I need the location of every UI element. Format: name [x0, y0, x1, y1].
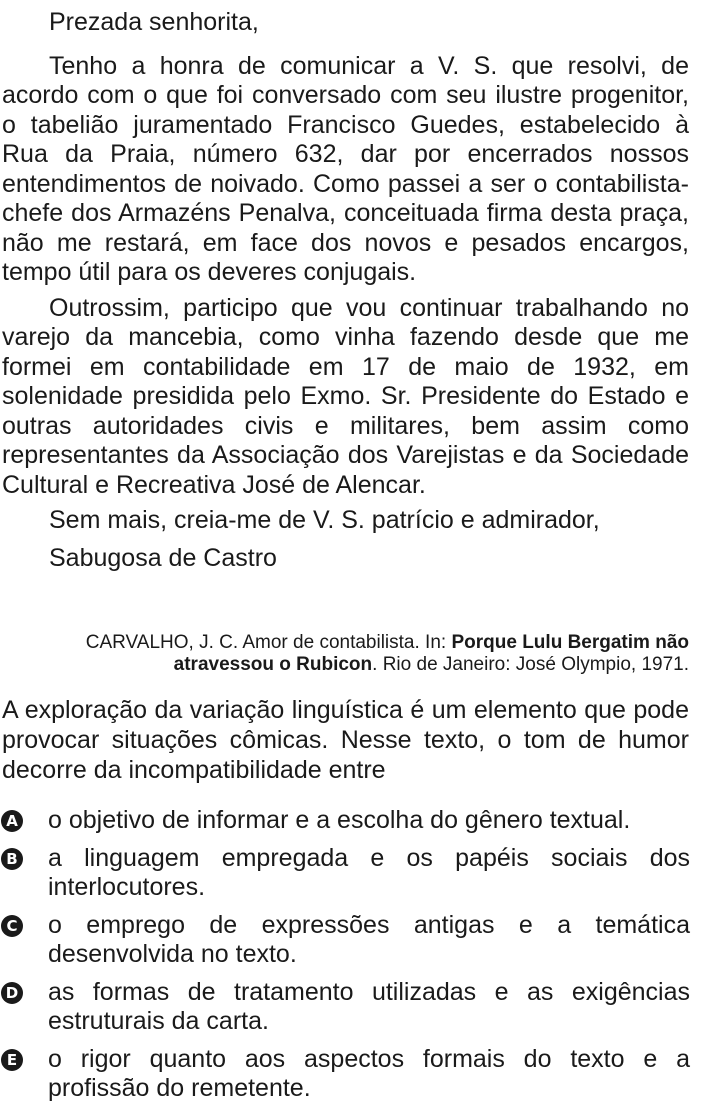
letter-paragraph-1: Tenho a honra de comunicar a V. S. que resolvi, de acordo com o que foi conversado com seu ilustre progenitor, o tabelião juramentado Francisco Guedes, estabelecido à Rua da Praia, número 632, dar por encerrados nossos entendimentos de noivado. Como passei a ser o contabilista-chefe dos Armazéns Penalva, conceituada firma desta praça, não me restará, em face dos novos e pesados encargos, tempo útil para os deveres conjugais.: [2, 51, 689, 286]
citation-book-title: Porque Lulu Bergatim não atravessou o Rubicon: [173, 632, 689, 675]
answer-options: [0, 806, 690, 1112]
citation-prefix: CARVALHO, J. C. Amor de contabilista. In:: [85, 632, 452, 653]
option-c-text: o emprego de expressões antigas e a temática desenvolvida no texto.: [48, 910, 690, 968]
source-citation: [20, 632, 689, 676]
letter-closing: Sem mais, creia-me de V. S. patrício e admirador,: [49, 506, 600, 534]
option-e[interactable]: [0, 1045, 690, 1104]
letter-text: [2, 8, 689, 581]
option-e-badge-icon: E: [1, 1049, 23, 1071]
option-d-badge-icon: D: [1, 982, 23, 1004]
option-d[interactable]: [0, 978, 690, 1037]
option-a[interactable]: [0, 806, 690, 836]
option-b-text: a linguagem empregada e os papéis sociais dos interlocutores.: [48, 843, 690, 901]
question-stem: A exploração da variação linguística é um elemento que pode provocar situações cômicas. Nesse texto, o tom de humor decorre da incompatibilidade entre: [2, 696, 689, 784]
option-a-text: o objetivo de informar e a escolha do gênero textual.: [48, 806, 631, 834]
option-e-text: o rigor quanto aos aspectos formais do texto e a profissão do remetente.: [48, 1044, 690, 1102]
letter-signature: Sabugosa de Castro: [49, 543, 277, 572]
option-a-badge-icon: A: [1, 810, 23, 832]
option-c[interactable]: [0, 911, 690, 970]
option-b-badge-icon: B: [1, 848, 23, 870]
letter-paragraph-2: Outrossim, participo que vou continuar trabalhando no varejo da mancebia, como vinha fazendo desde que me formei em contabilidade em 17 de maio de 1932, em solenidade presidida pelo Exmo. Sr. Presidente do Estado e outras autoridades civis e militares, bem assim como representantes da Associação dos Varejistas e da Sociedade Cultural e Recreativa José de Alencar.: [2, 293, 689, 499]
option-d-text: as formas de tratamento utilizadas e as exigências estruturais da carta.: [48, 977, 690, 1035]
option-c-badge-icon: C: [1, 915, 23, 937]
citation-suffix: . Rio de Janeiro: José Olympio, 1971.: [372, 654, 689, 675]
letter-greeting: Prezada senhorita,: [49, 8, 259, 36]
option-b[interactable]: [0, 844, 690, 903]
